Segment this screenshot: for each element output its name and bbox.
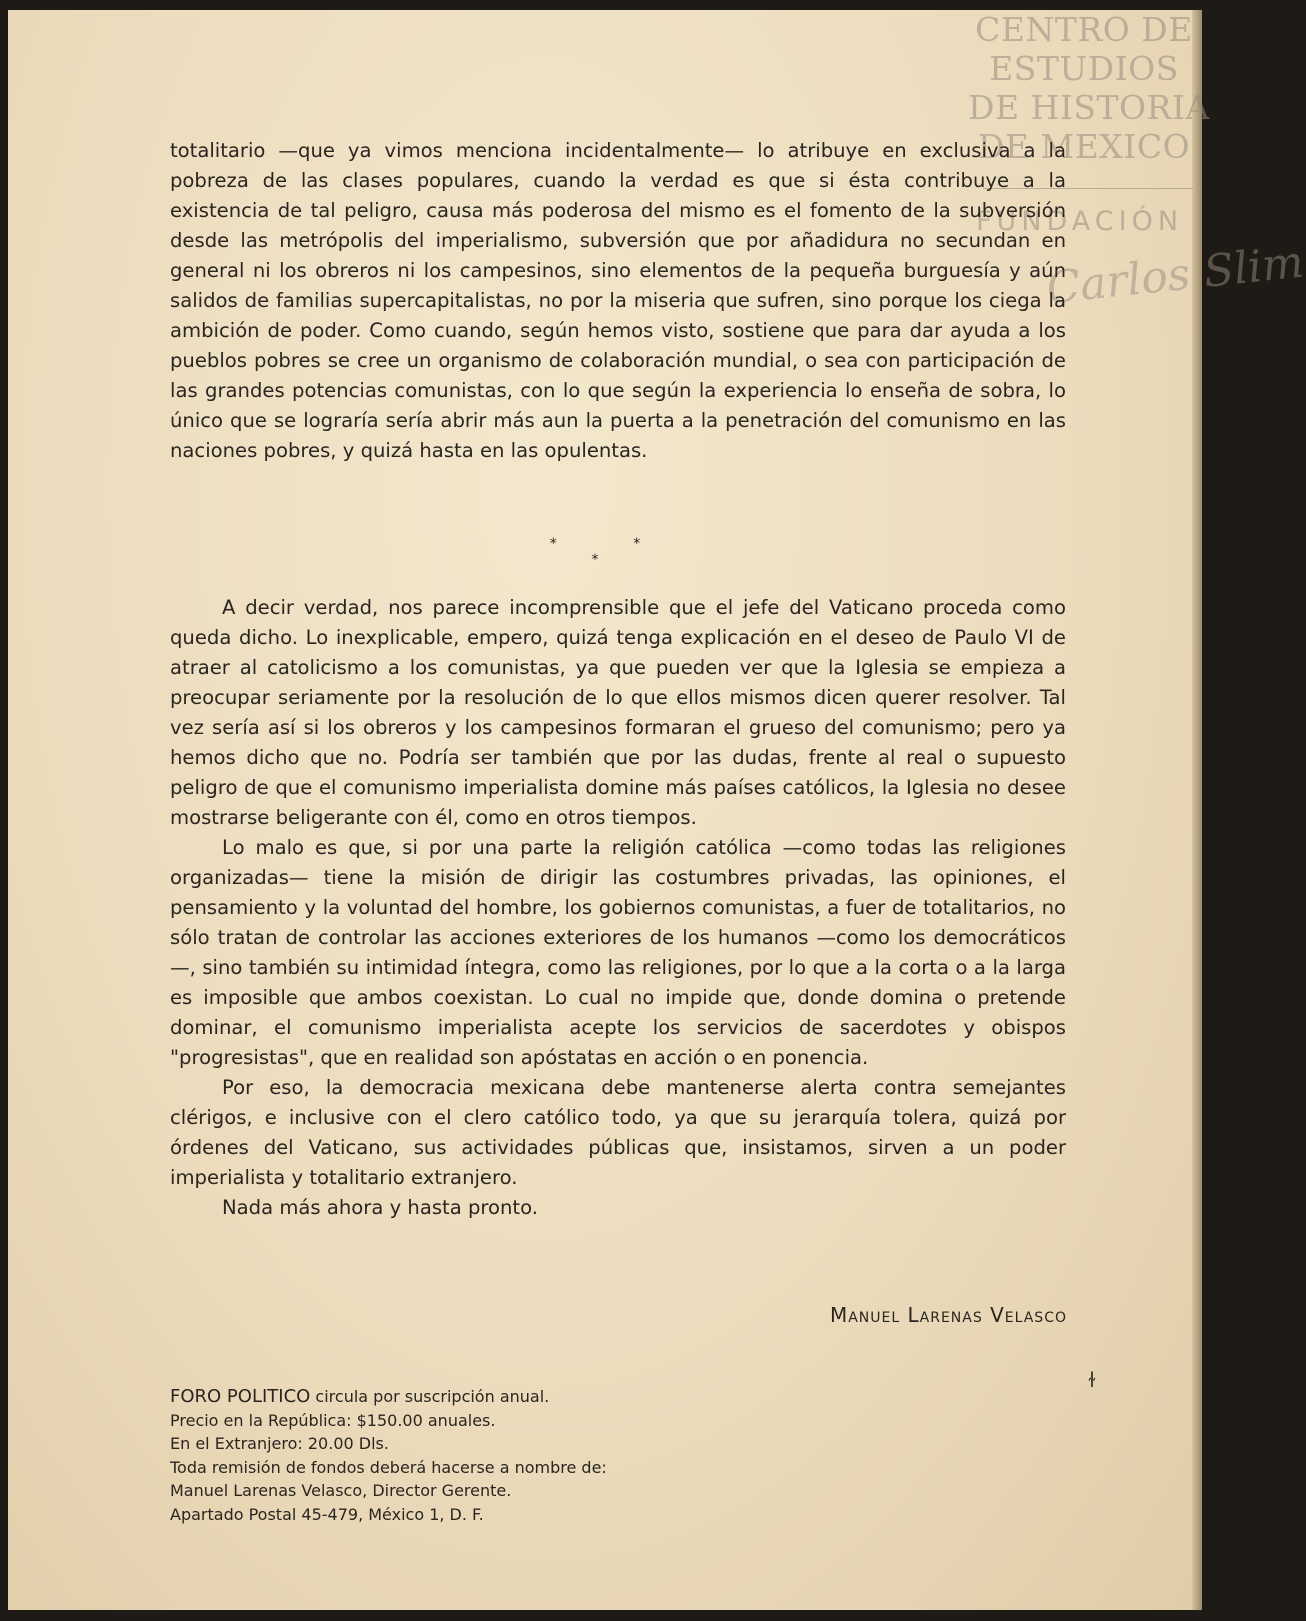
- author-signature: Manuel Larenas Velasco: [829, 1303, 1067, 1327]
- watermark-foundation: FUNDACIÓN: [976, 206, 1184, 237]
- paragraph: A decir verdad, nos parece incomprensible que el jefe del Vaticano proceda como queda dicho. Lo inexplicable, empero, quizá tenga explicación en el deseo de Paulo VI de atraer al catolicismo a los comunistas, ya que pueden ver que la Iglesia se empieza a preocupar seriamente por la resolución de lo que ellos mismos dicen querer resolver. Tal vez sería así si los obreros y los campesinos formaran el grueso del comunismo; pero ya hemos dicho que no. Podría ser también que por las dudas, frente al real o supuesto peligro de que el comunismo imperialista domine más países católicos, la Iglesia no desee mostrarse beligerante con él, como en otros tiempos.: [170, 596, 1066, 829]
- colophon-line: En el Extranjero: 20.00 Dls.: [170, 1434, 389, 1453]
- watermark-line: CENTRO DE: [975, 10, 1193, 49]
- colophon-line: Toda remisión de fondos deberá hacerse a nombre de:: [170, 1457, 607, 1477]
- paragraph: totalitario —que ya vimos menciona incidentalmente— lo atribuye en exclusiva a la pobreza de las clases populares, cuando la verdad es que si ésta contribuye a la existencia de tal peligro, causa más poderosa del mismo es el fomento de la subversión desde las metrópolis del imperialismo, subversión que por añadidura no secundan en general ni los obreros ni los campesinos, sino elementos de la pequeña burguesía y aún salidos de familias supercapitalistas, no por la miseria que sufren, sino porque los ciega la ambición de poder. Como cuando, según hemos visto, sostiene que para dar ayuda a los pueblos pobres se cree un organismo de colaboración mundial, o sea con participación de las grandes potencias comunistas, con lo que según la experiencia lo enseña de sobra, lo único que se lograría sería abrir más aun la puerta a la penetración del comunismo en las naciones pobres, y quizá hasta en las opulentas.: [170, 139, 1066, 462]
- subscription-colophon: [170, 1385, 730, 1526]
- colophon-line: Precio en la República: $150.00 anuales.: [170, 1410, 496, 1430]
- article-body-bottom: [170, 593, 1066, 1223]
- section-separator: * * *: [549, 536, 677, 568]
- watermark-line: DE MEXICO: [977, 127, 1191, 166]
- publication-name: FORO POLITICO: [170, 1386, 311, 1407]
- colophon-line: [170, 1385, 730, 1409]
- watermark-line: DE HISTORIA: [968, 88, 1210, 127]
- colophon-line: Manuel Larenas Velasco, Director Gerente.: [170, 1481, 512, 1500]
- corner-mark: ɫ: [1088, 1368, 1096, 1392]
- paragraph: Por eso, la democracia mexicana debe mantenerse alerta contra semejantes clérigos, e inclusive con el clero católico todo, ya que su jerarquía tolera, quizá por órdenes del Vaticano, sus actividades públicas que, insistamos, sirven a un poder imperialista y totalitario extranjero.: [170, 1076, 1066, 1189]
- document-page: [8, 10, 1306, 1610]
- colophon-text: circula por suscripción anual.: [315, 1387, 550, 1406]
- watermark-line: ESTUDIOS: [989, 49, 1179, 88]
- paragraph: Nada más ahora y hasta pronto.: [222, 1196, 538, 1219]
- watermark-signature: Carlos Slim: [1044, 236, 1306, 315]
- article-body-top: [170, 136, 1066, 466]
- paragraph: Lo malo es que, si por una parte la religión católica —como todas las religiones organizadas— tiene la misión de dirigir las costumbres privadas, las opiniones, el pensamiento y la voluntad del hombre, los gobiernos comunistas, a fuer de totalitarios, no sólo tratan de controlar las acciones exteriores de los humanos —como los democráticos—, sino también su intimidad íntegra, como las religiones, por lo que a la corta o a la larga es imposible que ambos coexistan. Lo cual no impide que, donde domina o pretende dominar, el comunismo imperialista acepte los servicios de sacerdotes y obispos "progresistas", que en realidad son apóstatas en acción o en ponencia.: [170, 836, 1066, 1069]
- colophon-line: Apartado Postal 45-479, México 1, D. F.: [170, 1504, 484, 1524]
